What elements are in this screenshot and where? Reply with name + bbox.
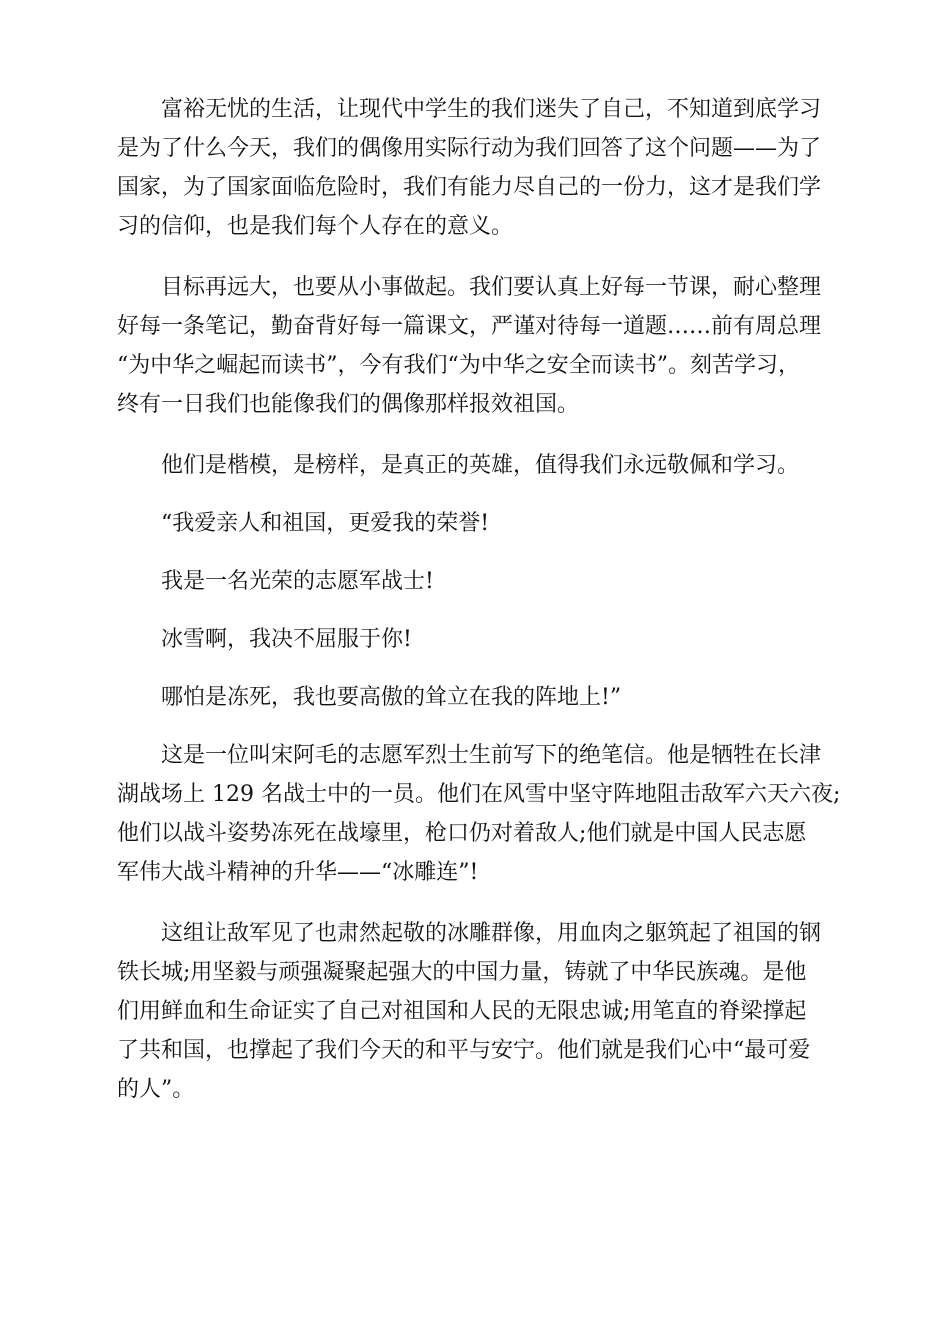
text-line: 是为了什么今天，我们的偶像用实际行动为我们回答了这个问题——为了 [117,136,822,161]
text-line: 终有一日我们也能像我们的偶像那样报效祖国。 [117,392,580,417]
document-page [117,90,842,1131]
text-line: “为中华之崛起而读书”，今有我们“为中华之安全而读书”。刻苦学习， [117,353,800,378]
text-line: 军伟大战斗精神的升华——“冰雕连”! [117,860,479,885]
paragraph-2 [117,268,842,424]
text-line: 的人”。 [117,1077,195,1102]
text-line: 习的信仰，也是我们每个人存在的意义。 [117,214,514,239]
verse-line-1: “我爱亲人和祖国，更爱我的荣誉! [161,511,490,536]
verse-line-4: 哪怕是冻死，我也要高傲的耸立在我的阵地上!” [161,685,622,710]
verse-line-2: 我是一名光荣的志愿军战士! [161,569,434,594]
paragraph-3: 他们是楷模，是榜样，是真正的英雄，值得我们永远敬佩和学习。 [161,453,800,478]
paragraph-4 [117,736,842,892]
text-line: 了共和国，也撑起了我们今天的和平与安宁。他们就是我们心中“最可爱 [117,1038,811,1063]
verse-line-3: 冰雪啊，我决不屈服于你! [161,627,412,652]
text-line: 湖战场上 129 名战士中的一员。他们在风雪中坚守阵地阻击敌军六天六夜; [117,782,841,807]
text-line: 这是一位叫宋阿毛的志愿军烈士生前写下的绝笔信。他是牺牲在长津 [161,743,822,768]
text-line: 目标再远大，也要从小事做起。我们要认真上好每一节课，耐心整理 [161,275,822,300]
text-line: 国家，为了国家面临危险时，我们有能力尽自己的一份力，这才是我们学 [117,175,822,200]
text-line: 他们以战斗姿势冻死在战壕里，枪口仍对着敌人;他们就是中国人民志愿 [117,821,807,846]
paragraph-1 [117,90,842,246]
text-line: 富裕无忧的生活，让现代中学生的我们迷失了自己，不知道到底学习 [161,97,822,122]
text-line: 铁长城;用坚毅与顽强凝聚起强大的中国力量，铸就了中华民族魂。是他 [117,960,807,985]
text-line: 这组让敌军见了也肃然起敬的冰雕群像，用血肉之躯筑起了祖国的钢 [161,921,822,946]
paragraph-5 [117,914,842,1109]
text-line: 好每一条笔记，勤奋背好每一篇课文，严谨对待每一道题……前有周总理 [117,314,822,339]
text-line: 们用鲜血和生命证实了自己对祖国和人民的无限忠诚;用笔直的脊梁撑起 [117,999,807,1024]
